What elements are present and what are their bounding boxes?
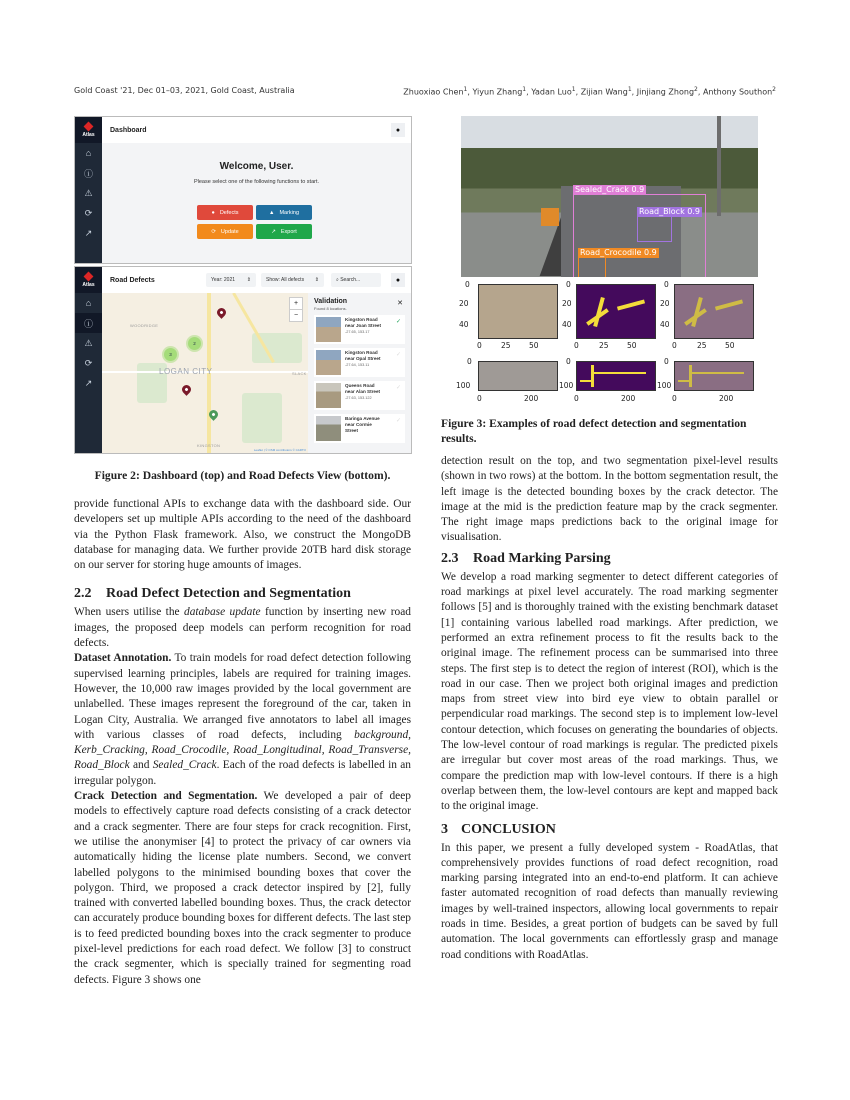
defect-marker[interactable] (180, 383, 193, 396)
zoom-out-button[interactable]: − (290, 309, 302, 321)
refresh-icon[interactable]: ⟳ (84, 207, 93, 218)
welcome-heading: Welcome, User. (219, 161, 294, 172)
paragraph: We develop a road marking segmenter to detect different categories of road markings at pixel level accurately. The road marking segmenter follows [5] and is thoroughly trained with the existing benchmark dataset [1] containing various labelled road markings. After prediction, we performed an extra refinement process to fit the results back to the original image. The refinement process can be summarised into three steps. The first step is to detect the region of interest (ROI), which is the road in our case. Then we project both original images and prediction maps from street view into bird eye view to obtain parallel or perpendicular road markings. The second step is to implement low-level contour detection, which focuses on generating the boundaries of objects. The low-level contour of road markings is regular. The predicted pixels are irregular but cover most areas of the road markings. Thus, we compare the prediction map with low-level contours. If there is a high overlap between them, the low-level contours are kept and mapped back to the original image. (441, 570, 778, 813)
warning-icon[interactable]: ⚠ (84, 187, 93, 198)
alert-circle-icon: ● (211, 209, 215, 216)
marking-button[interactable]: ▲ Marking (256, 205, 312, 220)
overlay-image (674, 284, 754, 339)
validation-item[interactable]: Kingston Road near Opal Street -27.64, 153.11 ✓ (314, 348, 405, 377)
road-defects-screenshot (74, 266, 412, 454)
chevron-updown-icon: ⇕ (246, 277, 251, 283)
validation-panel: Validation Found 8 locations. ✕ Kingston Road near Joan Street -27.65, 153.17 ✓ Kingston Road near Opal Street -27.64, 153.11 ✓ Queens Road near Alan Street -27.63, 153.122 ✓ Baringa Avenue near Cormie Street ✓ (308, 293, 411, 453)
road-icon: ▲ (268, 209, 275, 216)
bbox-road-block: Road_Block 0.9 (637, 216, 672, 242)
dashboard-screenshot (74, 116, 412, 264)
marking-overlay-image (674, 361, 754, 391)
update-button[interactable]: ⟳ Update (197, 224, 253, 239)
export-button[interactable]: ↗ Export (256, 224, 312, 239)
marking-prediction-map (576, 361, 656, 391)
paragraph: In this paper, we present a fully developed system - RoadAtlas, that comprehensively provides functions of road defect recognition, road marking parsing integrated into an end-to-end platform. It can achieve faster automated recognition of road defects than manually reviewing images by well-trained inspectors, allowing local governments to repair roads in time. Besides, a great portion of budgets can be saved by full automation. The local governments can effortlessly grasp and manage road conditions with RoadAtlas. (441, 841, 778, 961)
warning-icon[interactable]: ⚠ (84, 337, 93, 348)
running-header-authors: Zhuoxiao Chen$^1$, Yiyun Zhang$^1$, Yadan Luo$^1$, Zijian Wang$^1$, Jinjiang Zhong$^2$, Anthony Southon$^2$ (403, 86, 776, 97)
road-thumbnail (316, 317, 341, 342)
segmentation-results: 0 20 40 0 25 50 0 20 40 0 25 50 0 20 40 0 25 50 0 100 0 200 0 100 0 200 0 100 0 200 (449, 281, 759, 406)
road-thumbnail (316, 350, 341, 375)
refresh-icon: ⟳ (211, 228, 216, 235)
defect-marker[interactable] (215, 306, 228, 319)
validation-item[interactable]: Kingston Road near Joan Street -27.65, 153.17 ✓ (314, 315, 405, 344)
check-icon[interactable]: ✓ (395, 319, 401, 325)
cluster-marker[interactable]: 2 (188, 337, 201, 350)
section-heading-2-2: 2.2 Road Defect Detection and Segmentation (74, 586, 351, 602)
user-icon[interactable]: ● (391, 273, 405, 287)
right-column (441, 116, 778, 963)
prediction-map (576, 284, 656, 339)
alert-circle-icon[interactable]: ⓘ (83, 168, 93, 179)
paragraph-dataset-annotation: Dataset Annotation. To train models for road defect detection following supervised learning principles, labels are required for training images. However, the 10,000 raw images provided by the local government are unlabelled. These images represent the foreground of the car, taken in Logan City, Australia. We arranged five annotators to label all images with various classes of road defects, including background, Kerb_Cracking, Road_Crocodile, Road_Longitudinal, Road_Transverse, Road_Block and Sealed_Crack. Each of the road defects is labelled in an irregular polygon. (74, 652, 412, 787)
paragraph: provide functional APIs to exchange data with the dashboard side. Our developers set up multiple APIs according to the need of the dashboard via the Python Flask framework. Also, we construct the MongoDB database for managing data. We further provide 20TB hard disk storage on our server for storing huge amounts of images. (74, 498, 411, 572)
external-link-icon: ↗ (271, 228, 276, 235)
left-column (74, 116, 411, 988)
check-icon[interactable]: ✓ (395, 352, 401, 358)
bbox-sealed-crack: Sealed_Crack 0.9 (573, 194, 706, 277)
map-attribution[interactable]: Leaflet | © OSM contributors © CARTO (253, 448, 306, 452)
validation-item[interactable]: Baringa Avenue near Cormie Street ✓ (314, 414, 405, 443)
zoom-control (289, 297, 303, 322)
road-thumbnail (316, 383, 341, 408)
check-icon[interactable]: ✓ (395, 418, 401, 424)
paragraph-crack-detection: Crack Detection and Segmentation. We developed a pair of deep models to effectively capture road defects consisting of a crack detector and a crack segmenter. There are four steps for crack recognition. First, we utilise the anonymiser [4] to protect the privacy of car owners via automatically hiding the license plate numbers. Second, we convert labelled polygons to the minimised bounding boxes that cover the polygon. Third, we proposed a crack detector inspired by [2], fully trained with converted labelled bounding boxes. Thus, the crack detector can accurately produce bounding boxes for different defects. The last step is to feed predicted bounding boxes into the crack segmenter to produce pixel-level predictions for each road defect. We follow [3] to construct the crack segmenter, which is specially trained for segmenting road defects. Figure 3 shows one (74, 790, 411, 986)
home-icon[interactable]: ⌂ (85, 298, 92, 308)
chevron-updown-icon: ⇕ (314, 277, 319, 283)
paragraph: When users utilise the database update function by inserting new road images, the proposed deep models can perform recognition for road defects. (74, 606, 412, 650)
city-label: LOGAN CITY (159, 367, 213, 376)
welcome-subtitle: Please select one of the following functions to start. (193, 179, 320, 185)
map-view[interactable]: WOODRIDGE KINGSTON SLACK LOGAN CITY 3 2 + − Leaflet | © OSM contributors © CARTO (102, 293, 308, 453)
check-icon[interactable]: ✓ (395, 385, 401, 391)
close-icon[interactable]: ✕ (397, 300, 403, 307)
refresh-icon[interactable]: ⟳ (84, 357, 93, 368)
figure-3-caption: Figure 3: Examples of road defect detection and segmentation results. (441, 417, 747, 445)
crack-crop-image (478, 284, 558, 339)
show-select[interactable]: Show: All defects ⇕ (261, 273, 324, 287)
road-marking-image (478, 361, 558, 391)
external-link-icon[interactable]: ↗ (84, 377, 93, 388)
figure-2-caption: Figure 2: Dashboard (top) and Road Defects View (bottom). (94, 469, 391, 482)
paragraph: detection result on the top, and two segmentation pixel-level results (shown in two rows) at the bottom. In the bottom segmentation result, the left image is the detected bounding boxes by the crack detector. The image at the mid is the prediction feature map by the crack segmenter. The right image maps predictions back to the original image for visualisation. (441, 455, 778, 544)
bbox-road-crocodile: Road_Crocodile 0.9 (578, 257, 606, 277)
external-link-icon[interactable]: ↗ (84, 227, 93, 238)
section-heading-2-3: 2.3 Road Marking Parsing (441, 550, 611, 566)
atlas-logo: Atlas (75, 117, 102, 143)
user-icon[interactable]: ● (391, 123, 405, 137)
search-input[interactable]: ⌕ Search... (331, 273, 381, 287)
atlas-logo: Atlas (75, 267, 102, 293)
year-select[interactable]: Year: 2021 ⇕ (206, 273, 256, 287)
page-title: Road Defects (102, 267, 411, 293)
detection-image (461, 116, 758, 277)
road-thumbnail (316, 416, 341, 441)
page-title: Dashboard (102, 117, 411, 143)
cluster-marker[interactable]: 3 (164, 348, 177, 361)
alert-circle-icon[interactable]: ⓘ (75, 313, 102, 333)
sidebar (75, 117, 102, 263)
search-icon: ⌕ (336, 277, 339, 283)
validation-item[interactable]: Queens Road near Alan Street -27.63, 153.122 ✓ (314, 381, 405, 410)
sidebar (75, 267, 102, 453)
section-heading-conclusion: 3 CONCLUSION (441, 821, 556, 837)
running-header-venue: Gold Coast '21, Dec 01–03, 2021, Gold Coast, Australia (74, 86, 295, 95)
zoom-in-button[interactable]: + (293, 300, 299, 307)
defects-button[interactable]: ● Defects (197, 205, 253, 220)
home-icon[interactable]: ⌂ (85, 148, 92, 158)
